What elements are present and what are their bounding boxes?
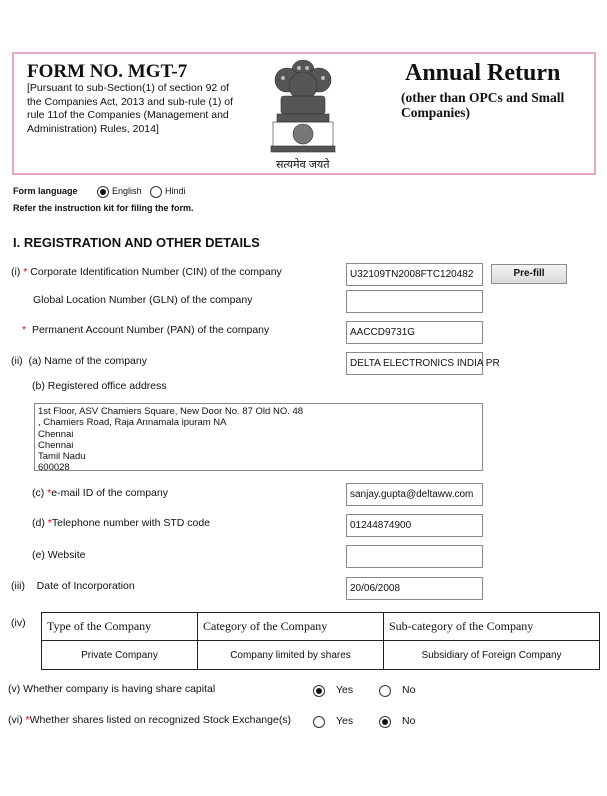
company-name-label: (ii) (a) Name of the company [11,355,147,367]
phone-label: (d) *Telephone number with STD code [32,517,211,529]
cin-field[interactable]: U32109TN2008FTC120482 [346,263,483,286]
listed-yes-radio[interactable] [313,716,325,728]
share-capital-yes-label: Yes [336,684,354,696]
pursuant-text: [Pursuant to sub-Section(1) of section 92 of the Companies Act, 2013 and sub-rule (1) of rule 11of the Companies (Management and Administration) Rules, 2014] [27,82,234,135]
address-line: Chennai [38,439,74,451]
share-capital-label: (v) Whether company is having share capital [8,683,216,695]
table-cell: Subsidiary of Foreign Company [384,641,600,670]
gln-label: Global Location Number (GLN) of the company [33,294,253,306]
cin-label: (i) * Corporate Identification Number (CIN) of the company [11,266,282,278]
prefill-button[interactable]: Pre-fill [491,264,567,284]
radio-hindi-label: Hindi [165,186,186,196]
table-header-cell: Sub-category of the Company [384,613,600,641]
emblem-motto: सत्यमेव जयते [276,159,330,171]
national-emblem-icon [263,56,343,156]
table-cell: Company limited by shares [198,641,384,670]
table-row [42,613,600,641]
incorporation-label: (iii) Date of Incorporation [11,580,135,592]
form-title: Annual Return [405,60,561,86]
form-number: FORM NO. MGT-7 [27,61,188,82]
website-label: (e) Website [32,549,86,561]
table-header-cell: Type of the Company [42,613,198,641]
gln-field[interactable] [346,290,483,313]
incorporation-date-field[interactable]: 20/06/2008 [346,577,483,600]
company-name-field[interactable]: DELTA ELECTRONICS INDIA PR [346,352,483,375]
form-language-label: Form language [13,186,78,196]
listed-no-radio[interactable] [379,716,391,728]
address-line: Tamil Nadu [38,451,86,463]
email-label: (c) *e-mail ID of the company [32,487,168,499]
pan-label: * Permanent Account Number (PAN) of the company [22,324,270,336]
listed-label: (vi) *Whether shares listed on recognized Stock Exchange(s) [8,714,292,726]
address-line: Chennai [38,428,74,440]
pan-field[interactable]: AACCD9731G [346,321,483,344]
radio-hindi[interactable] [150,186,162,198]
address-line: , Chamiers Road, Raja Annamala ipuram NA [38,417,227,429]
share-capital-no-label: No [402,684,416,696]
share-capital-no-radio[interactable] [379,685,391,697]
company-type-prefix: (iv) [11,617,26,629]
section-title: I. REGISTRATION AND OTHER DETAILS [13,235,260,250]
email-field[interactable]: sanjay.gupta@deltaww.com [346,483,483,506]
table-row [42,641,600,670]
phone-field[interactable]: 01244874900 [346,514,483,537]
table-header-cell: Category of the Company [198,613,384,641]
company-type-table [41,612,600,670]
radio-english-label: English [112,186,142,196]
instruction-text: Refer the instruction kit for filing the form. [13,203,194,213]
form-subtitle: (other than OPCs and Small Companies) [401,90,565,120]
listed-no-label: No [402,715,416,727]
share-capital-yes-radio[interactable] [313,685,325,697]
website-field[interactable] [346,545,483,568]
address-field[interactable] [34,403,483,474]
listed-yes-label: Yes [336,715,354,727]
radio-english[interactable] [97,186,109,198]
address-line: 600028 [38,462,70,474]
address-line: 1st Floor, ASV Chamiers Square, New Door No. 87 Old NO. 48 [38,406,304,417]
address-label: (b) Registered office address [32,380,167,392]
table-cell: Private Company [42,641,198,670]
